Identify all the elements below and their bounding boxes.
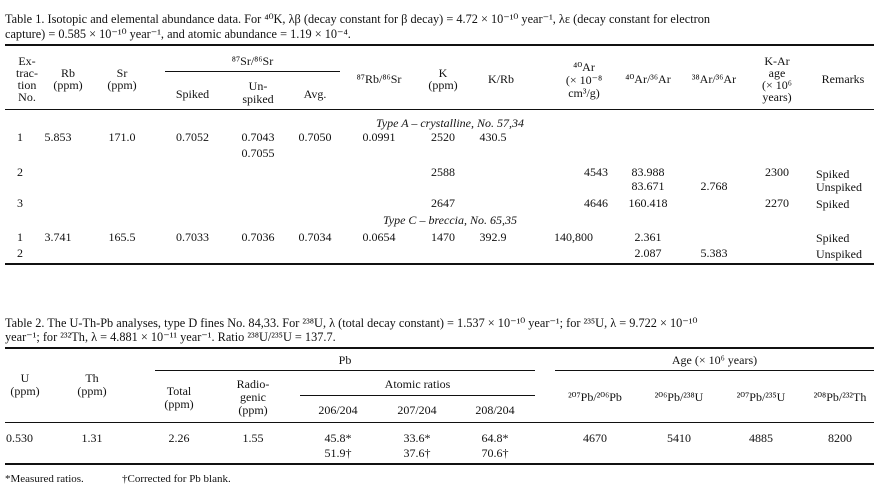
t1-a1-krb: 430.5: [479, 130, 507, 144]
t1-c1-unspiked: 0.7036: [241, 230, 275, 244]
t2-header-radiogenic-3: (ppm): [238, 403, 268, 417]
t1-a2-ar40: 4543: [584, 165, 608, 179]
t2-r207: 33.6*: [403, 431, 431, 445]
t1-header-sr-ratio-group: ⁸⁷Sr/⁸⁶Sr: [231, 54, 274, 68]
t2-header-atomic-ratios: Atomic ratios: [384, 377, 451, 391]
t2-age-group-rule: [555, 370, 874, 371]
t2-age-4: 8200: [828, 431, 852, 445]
t2-radiogenic: 1.55: [242, 431, 264, 445]
t1-c2-no: 2: [17, 246, 23, 260]
t1-a1-sr: 171.0: [108, 130, 136, 144]
t1-a1-no: 1: [17, 130, 23, 144]
t2-age-3: 4885: [749, 431, 773, 445]
t1-section-a-title: Type A – crystalline, No. 57,34: [376, 116, 524, 130]
t1-a3-remark: Spiked: [816, 197, 850, 211]
t2-r208: 64.8*: [481, 431, 509, 445]
t1-c1-sr: 165.5: [108, 230, 136, 244]
t1-header-ar40-2: (× 10⁻⁸: [565, 73, 603, 87]
t2-header-age-207-206: ²⁰⁷Pb/²⁰⁶Pb: [568, 390, 622, 404]
t1-header-extraction-1: Ex-: [18, 54, 36, 68]
t1-header-avg: Avg.: [303, 87, 327, 101]
t1-header-ar40-ar36: ⁴⁰Ar/³⁶Ar: [625, 72, 671, 86]
t2-header-pb: Pb: [338, 353, 352, 367]
t1-c1-avg: 0.7034: [298, 230, 332, 244]
t2-header-207-204: 207/204: [397, 403, 437, 417]
t2-header-206-204: 206/204: [318, 403, 358, 417]
t1-a2-no: 2: [17, 165, 23, 179]
t1-header-rb-unit: (ppm): [53, 78, 83, 92]
t2-age-2: 5410: [667, 431, 691, 445]
t1-c2-ar40-36: 2.087: [634, 246, 662, 260]
t2-header-208-204: 208/204: [475, 403, 515, 417]
t2-header-age-206-238: ²⁰⁶Pb/²³⁸U: [654, 390, 704, 404]
t2-r206b: 51.9†: [324, 446, 352, 460]
table1-caption-line1: Table 1. Isotopic and elemental abundance data. For ⁴⁰K, λβ (decay constant for β decay) = 4.72 × 10⁻¹⁰ year⁻¹, λε (decay constant for electron: [5, 12, 711, 26]
t1-header-k-unit: (ppm): [428, 78, 458, 92]
t2-header-age-208-232: ²⁰⁸Pb/²³²Th: [813, 390, 867, 404]
t1-a1-unspiked-2: 0.7055: [241, 146, 275, 160]
t2-r206: 45.8*: [324, 431, 352, 445]
t1-a1-k: 2520: [431, 130, 455, 144]
t2-u: 0.530: [6, 431, 33, 445]
t1-header-ar40: ⁴⁰Ar: [573, 60, 595, 74]
t2-header-th-unit: (ppm): [77, 384, 107, 398]
t1-c1-rb: 3.741: [44, 230, 72, 244]
t2-age-1: 4670: [583, 431, 607, 445]
t1-header-extraction-4: No.: [18, 90, 36, 104]
t1-a2-age: 2300: [765, 165, 789, 179]
t2-header-age-207-235: ²⁰⁷Pb/²³⁵U: [736, 390, 786, 404]
t1-c2-ar38-36: 5.383: [700, 246, 728, 260]
t2-header-age: Age (× 10⁶ years): [671, 353, 758, 367]
t1-header-extraction-2: trac-: [16, 66, 38, 80]
t1-a3-ar40: 4646: [584, 196, 608, 210]
t1-a2-remark-2: Unspiked: [816, 180, 862, 194]
table2-caption-line2: year⁻¹; for ²³²Th, λ = 4.881 × 10⁻¹¹ year⁻¹. Ratio ²³⁸U/²³⁵U = 137.7.: [5, 330, 336, 344]
t1-header-ar40-3: cm³/g): [568, 86, 600, 100]
t2-footnote-measured: *Measured ratios.: [5, 473, 84, 485]
t1-c1-k: 1470: [431, 230, 455, 244]
table1-header-rule: [5, 109, 874, 110]
table1-bottom-rule: [5, 263, 874, 265]
t1-header-unspiked-1: Un-: [248, 79, 268, 93]
t1-a2-remark: Spiked: [816, 167, 850, 181]
t1-a3-k: 2647: [431, 196, 455, 210]
t2-r208b: 70.6†: [481, 446, 509, 460]
t1-header-kar-age-2: age: [768, 66, 786, 80]
table2-bottom-rule: [5, 463, 874, 465]
t1-a2-ar38-36: 2.768: [700, 179, 728, 193]
t2-header-total: Total: [166, 384, 192, 398]
t1-header-spiked: Spiked: [175, 87, 210, 101]
t1-header-k-rb: K/Rb: [487, 72, 514, 86]
t1-header-ar38-ar36: ³⁸Ar/³⁶Ar: [691, 72, 737, 86]
t1-header-rb: Rb: [60, 66, 75, 80]
t2-footnote-corrected: †Corrected for Pb blank.: [122, 473, 231, 485]
t1-header-remarks: Remarks: [821, 72, 865, 86]
table2-top-rule: [5, 347, 874, 349]
t1-c1-krb: 392.9: [479, 230, 507, 244]
t1-header-kar-age-4: years): [762, 90, 792, 104]
t1-c1-spiked: 0.7033: [176, 230, 209, 244]
t1-a2-ar40-36: 83.988: [631, 165, 665, 179]
t1-c1-rbsr: 0.0654: [362, 230, 396, 244]
table2-caption-line1: Table 2. The U-Th-Pb analyses, type D fines No. 84,33. For ²³⁸U, λ (total decay constant) = 1.537 × 10⁻¹⁰ year⁻¹; for ²³⁵U, λ = 9.722 × 10⁻¹⁰: [5, 316, 698, 330]
table2-header-rule: [5, 422, 874, 423]
t2-r207b: 37.6†: [403, 446, 431, 460]
t1-sr-group-rule: [165, 71, 340, 72]
t1-header-kar-age-1: K-Ar: [764, 54, 790, 68]
t2-total: 2.26: [168, 431, 190, 445]
t1-a2-ar40-36b: 83.671: [631, 179, 665, 193]
t2-pb-group-rule: [155, 370, 535, 371]
t1-a3-age: 2270: [765, 196, 789, 210]
t1-a1-rb: 5.853: [44, 130, 72, 144]
t2-header-u-unit: (ppm): [10, 384, 40, 398]
t2-header-u: U: [20, 371, 30, 385]
t1-a1-avg: 0.7050: [298, 130, 332, 144]
t2-atomic-ratios-rule: [300, 395, 535, 396]
t1-a3-ar40-36: 160.418: [628, 196, 668, 210]
t1-header-kar-age-3: (× 10⁶: [762, 78, 792, 92]
t1-c1-no: 1: [17, 230, 23, 244]
t1-header-rb-sr-ratio: ⁸⁷Rb/⁸⁶Sr: [356, 72, 402, 86]
t1-a1-spiked: 0.7052: [176, 130, 209, 144]
table1-caption-line2: capture) = 0.585 × 10⁻¹⁰ year⁻¹, and atomic abundance = 1.19 × 10⁻⁴.: [5, 27, 351, 41]
t1-header-unspiked-2: spiked: [242, 92, 274, 106]
t1-header-sr: Sr: [116, 66, 128, 80]
t1-header-k: K: [438, 66, 448, 80]
t1-header-sr-unit: (ppm): [107, 78, 137, 92]
t1-a1-unspiked: 0.7043: [241, 130, 275, 144]
t2-header-radiogenic-1: Radio-: [236, 377, 270, 391]
t2-th: 1.31: [81, 431, 103, 445]
t1-header-extraction-3: tion: [17, 78, 37, 92]
t1-a3-no: 3: [17, 196, 23, 210]
t1-c1-ar40-36: 2.361: [634, 230, 662, 244]
t2-header-total-unit: (ppm): [164, 397, 194, 411]
table1-top-rule: [5, 44, 874, 46]
t1-c1-ar40: 140,800: [554, 230, 593, 244]
t1-a1-rbsr: 0.0991: [362, 130, 396, 144]
t1-c1-remark: Spiked: [816, 231, 850, 245]
t1-section-c-title: Type C – breccia, No. 65,35: [383, 213, 517, 227]
t1-c2-remark: Unspiked: [816, 247, 862, 261]
t2-header-th: Th: [85, 371, 99, 385]
t1-a2-k: 2588: [431, 165, 455, 179]
t2-header-radiogenic-2: genic: [240, 390, 266, 404]
